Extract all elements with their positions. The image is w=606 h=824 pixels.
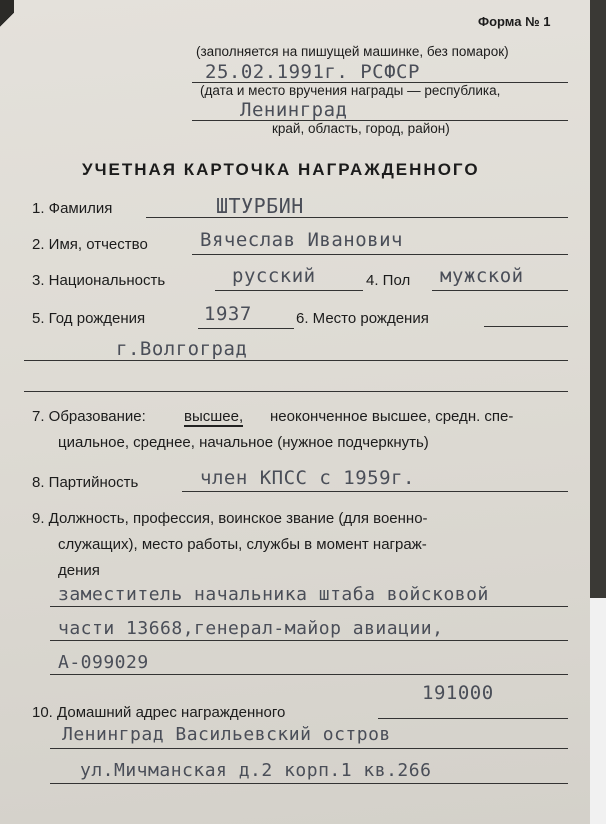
position-line-3 (50, 674, 568, 675)
name-label: 2. Имя, отчество (32, 236, 148, 253)
sex-line (432, 290, 568, 291)
position-value-3: А-099029 (58, 652, 149, 673)
position-value-2: части 13668,генерал-майор авиации, (58, 618, 444, 639)
home-address-line-3 (50, 783, 568, 784)
position-label-3: дения (58, 562, 100, 579)
education-label: 7. Образование: (32, 408, 146, 425)
position-label-1: 9. Должность, профессия, воинское звание (для военно- (32, 510, 428, 527)
sex-value: мужской (440, 265, 524, 287)
position-line-1 (50, 606, 568, 607)
birthplace-value: г.Волгоград (116, 338, 248, 360)
birthplace-label: 6. Место рождения (296, 310, 429, 327)
background-gap (590, 598, 606, 824)
background-edge (590, 0, 606, 824)
party-label: 8. Партийность (32, 474, 139, 491)
surname-line (146, 217, 568, 218)
postcode-value: 191000 (422, 682, 494, 704)
name-line (192, 254, 568, 255)
card-title: УЧЕТНАЯ КАРТОЧКА НАГРАЖДЕННОГО (82, 160, 480, 179)
party-line (182, 491, 568, 492)
birth-year-line (198, 328, 294, 329)
position-label-2: служащих), место работы, службы в момент награж- (58, 536, 427, 553)
education-selected-option: высшее, (184, 408, 244, 425)
education-options-2: циальное, среднее, начальное (нужное подчеркнуть) (58, 434, 429, 451)
nationality-value: русский (232, 265, 316, 287)
sex-label: 4. Пол (366, 272, 411, 289)
surname-value: ШТУРБИН (216, 194, 304, 218)
name-value: Вячеслав Иванович (200, 229, 403, 251)
typing-instruction: (заполняется на пишущей машинке, без помарок) (196, 44, 509, 59)
award-place-caption: край, область, город, район) (272, 121, 450, 136)
form-number: Форма № 1 (478, 14, 551, 29)
birthplace-line-1 (484, 326, 568, 327)
nationality-line (215, 290, 363, 291)
award-date-caption: (дата и место вручения награды — республика, (200, 83, 501, 98)
home-address-value-2: ул.Мичманская д.2 корп.1 кв.266 (80, 760, 432, 781)
position-line-2 (50, 640, 568, 641)
party-value: член КПСС с 1959г. (200, 467, 415, 489)
education-options-1: неоконченное высшее, средн. спе- (270, 408, 514, 425)
home-address-line-2 (50, 748, 568, 749)
birth-year-value: 1937 (204, 303, 252, 325)
award-place-value: Ленинград (240, 99, 348, 121)
home-address-value-1: Ленинград Васильевский остров (62, 724, 391, 745)
home-address-label: 10. Домашний адрес награжденного (32, 704, 286, 721)
birthplace-line-2 (24, 360, 568, 361)
birthplace-line-3 (24, 391, 568, 392)
birth-year-label: 5. Год рождения (32, 310, 146, 327)
home-address-line-1 (378, 718, 568, 719)
nationality-label: 3. Национальность (32, 272, 166, 289)
position-value-1: заместитель начальника штаба войсковой (58, 584, 489, 605)
surname-label: 1. Фамилия (32, 200, 113, 217)
award-date-value: 25.02.1991г. РСФСР (205, 61, 420, 83)
